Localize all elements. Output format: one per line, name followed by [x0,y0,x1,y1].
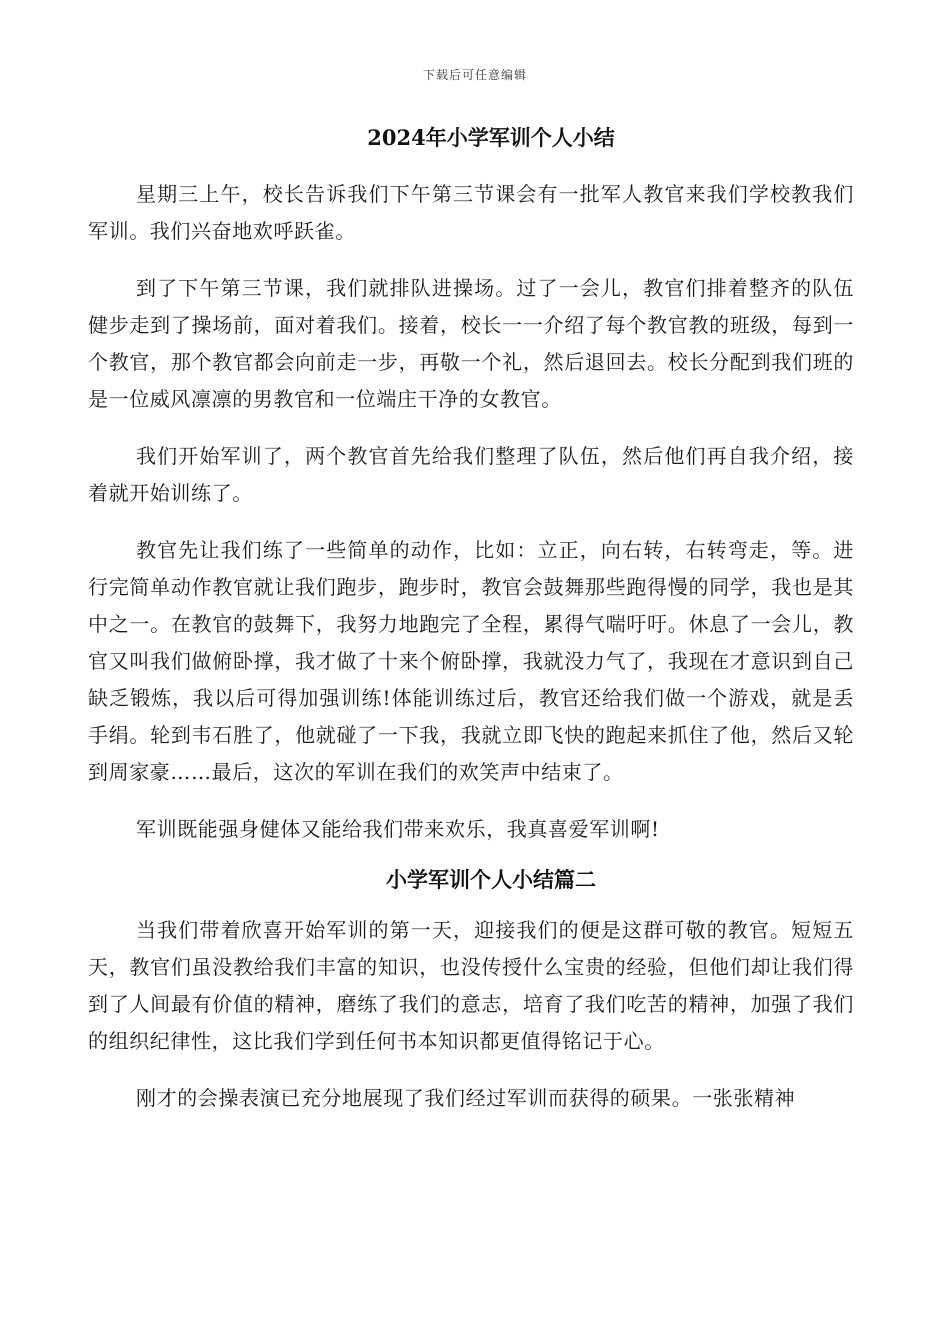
paragraph-5: 军训既能强身健体又能给我们带来欢乐，我真喜爱军训啊! [136,817,660,841]
section-2-paragraph-1: 当我们带着欣喜开始军训的第一天，迎接我们的便是这群可敬的教官。短短五天，教官们虽没教给我们丰富的知识，也没传授什么宝贵的经验，但他们却让我们得到了人间最有价值的精神，磨练了我们的意志，培育了我们吃苦的精神，加强了我们的组织纪律性，这比我们学到任何书本知识都更值得铭记于心。 [88,918,854,1053]
paragraph-2: 到了下午第三节课，我们就排队进操场。过了一会儿，教官们排着整齐的队伍健步走到了操场前，面对着我们。接着，校长一一介绍了每个教官教的班级，每到一个教官，那个教官都会向前走一步，再敬一个礼，然后退回去。校长分配到我们班的是一位威风凛凛的男教官和一位端庄干净的女教官。 [88,276,854,411]
section-2-paragraph-2: 刚才的会操表演已充分地展现了我们经过军训而获得的硕果。一张张精神 [136,1086,796,1110]
document-body [88,122,854,1137]
paragraph-3: 我们开始军训了，两个教官首先给我们整理了队伍，然后他们再自我介绍，接着就开始训练了。 [88,444,854,505]
section-2-title: 小学军训个人小结篇二 [386,867,596,892]
paragraph-1: 星期三上午，校长告诉我们下午第三节课会有一批军人教官来我们学校教我们军训。我们兴奋地欢呼跃雀。 [88,182,854,243]
paragraph-4: 教官先让我们练了一些简单的动作，比如：立正，向右转，右转弯走，等。进行完简单动作教官就让我们跑步，跑步时，教官会鼓舞那些跑得慢的同学，我也是其中之一。在教官的鼓舞下，我努力地跑完了全程，累得气喘吁吁。休息了一会儿，教官又叫我们做俯卧撑，我才做了十来个俯卧撑，我就没力气了，我现在才意识到自己缺乏锻炼，我以后可得加强训练!体能训练过后，教官还给我们做一个游戏，就是丢手绢。轮到韦石胜了，他就碰了一下我，我就立即飞快的跑起来抓住了他，然后又轮到周家豪……最后，这次的军训在我们的欢笑声中结束了。 [88,538,854,784]
header-note: 下载后可任意编辑 [422,68,527,82]
document-title: 2024年小学军训个人小结 [367,125,615,150]
